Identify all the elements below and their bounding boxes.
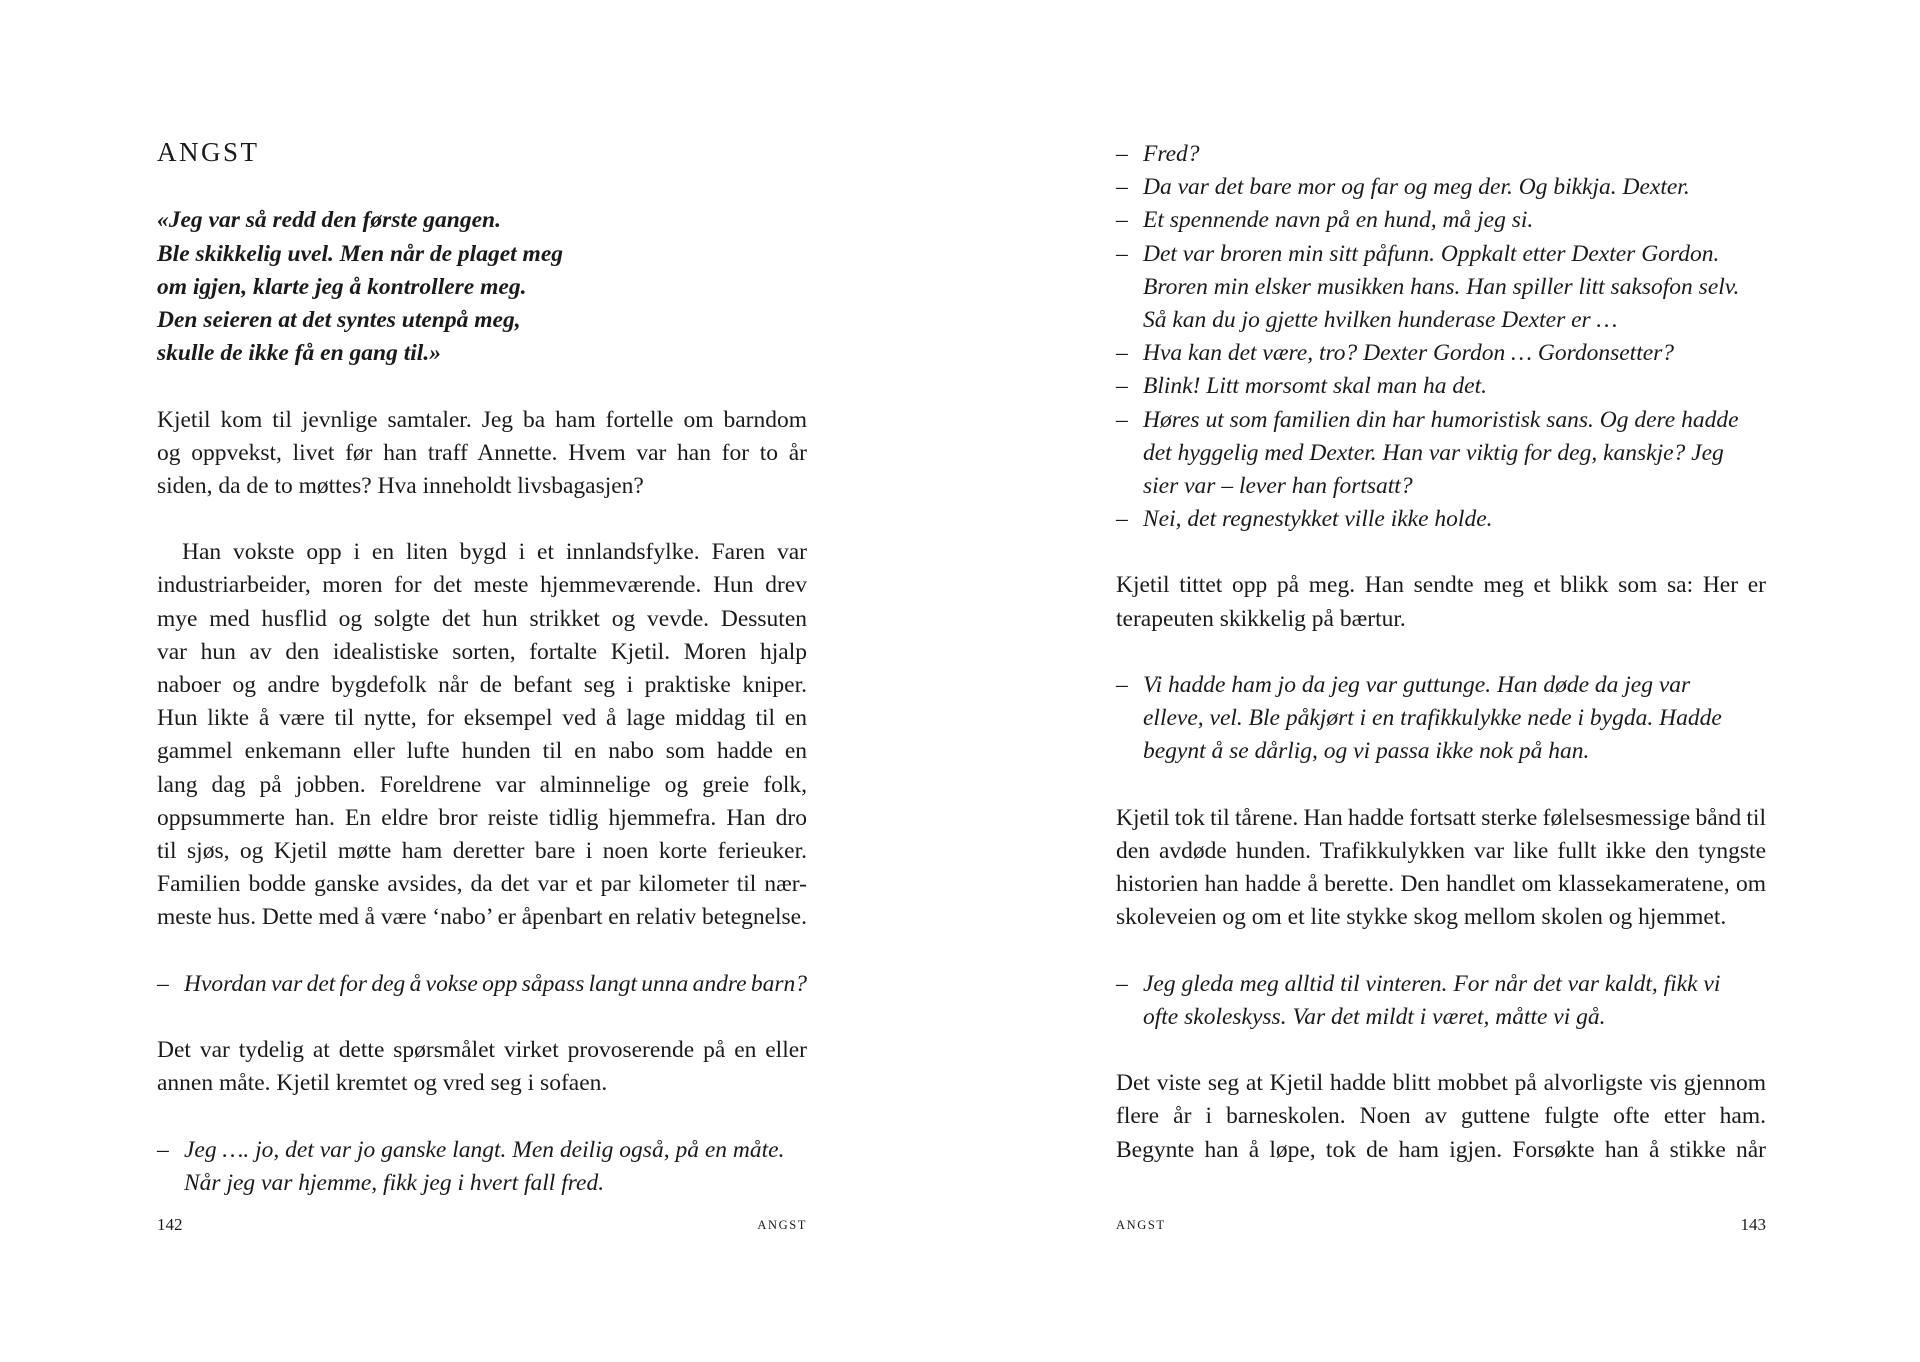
- dialogue-line: [1116, 238, 1766, 338]
- blank-line: [1116, 636, 1766, 669]
- text-line-content: annen måte. Kjetil kremtet og vred seg i sofaen.: [157, 1070, 608, 1097]
- quote-text: om igjen, klarte jeg å kontrollere meg.: [157, 273, 527, 300]
- text-line: [1116, 1134, 1766, 1167]
- dialogue-block: [157, 1134, 807, 1200]
- text-line: [1116, 802, 1766, 835]
- dash-mark: –: [1116, 373, 1128, 400]
- dialogue-text-line: [1116, 204, 1766, 237]
- text-line: [1116, 1100, 1766, 1133]
- dialogue-text: Nei, det regnestykket ville ikke holde.: [1143, 506, 1493, 533]
- text-line-content: Kjetil tok til tårene. Han hadde fortsatt sterke følelsesmessige bånd til: [1116, 804, 1766, 831]
- text-line-content: industriarbeider, moren for det meste hjemmeværende. Hun drev: [157, 572, 807, 599]
- blank-line: [157, 935, 807, 968]
- dialogue-text: Fred?: [1143, 141, 1200, 167]
- paragraph: [157, 404, 807, 504]
- dash-mark: –: [1116, 207, 1128, 234]
- dialogue-block: [1116, 669, 1766, 769]
- blank-line: [1116, 935, 1766, 968]
- quote-text: «Jeg var så redd den første gangen.: [157, 207, 501, 234]
- dialogue-text: ofte skoleskyss. Var det mildt i været, måtte vi gå.: [1143, 1003, 1606, 1030]
- text-line: [157, 901, 807, 934]
- text-line-content: terapeuten skikkelig på bærtur.: [1116, 605, 1406, 632]
- blank-line: [1116, 769, 1766, 802]
- quote-line: [157, 304, 807, 337]
- text-line-content: Han vokste opp i en liten bygd i et innlandsfylke. Faren var: [182, 539, 807, 566]
- dialogue-line: [1116, 171, 1766, 204]
- text-line-content: var hun av den idealistiske sorten, fortalte Kjetil. Moren hjalp: [157, 638, 807, 665]
- text-line: [157, 603, 807, 636]
- page-number: 142: [157, 1215, 183, 1234]
- quote-line: [157, 238, 807, 271]
- text-line: [157, 769, 807, 802]
- text-line: [157, 470, 807, 503]
- paragraph: [1116, 802, 1766, 935]
- blank-line: [157, 503, 807, 536]
- blank-line: [157, 1001, 807, 1034]
- dialogue-text-line: [1116, 702, 1766, 735]
- dialogue-line: [157, 1134, 807, 1200]
- text-line-content: og oppvekst, livet før han traff Annette. Hvem var han for to år: [157, 439, 807, 466]
- dialogue-text: elleve, vel. Ble påkjørt i en trafikkulykke nede i bygda. Hadde: [1143, 705, 1722, 732]
- text-line: [157, 636, 807, 669]
- text-line-content: den avdøde hunden. Trafikkulykken var like fullt ikke den tyngste: [1116, 837, 1766, 864]
- dash-mark: –: [1116, 340, 1128, 367]
- text-line-content: Kjetil kom til jevnlige samtaler. Jeg ba ham fortelle om barndom: [157, 406, 807, 433]
- dialogue-text-line: [1116, 437, 1766, 470]
- dialogue-text-line: [1116, 337, 1766, 370]
- dialogue-line: [1116, 503, 1766, 536]
- text-line-content: Kjetil tittet opp på meg. Han sendte meg et blikk som sa: Her er: [1116, 572, 1766, 599]
- quote-text: skulle de ikke få en gang til.»: [157, 340, 441, 367]
- text-line: [157, 735, 807, 768]
- text-line: [157, 669, 807, 702]
- dialogue-text-line: [1116, 138, 1766, 171]
- quote-text: Ble skikkelig uvel. Men når de plaget meg: [157, 240, 563, 267]
- dialogue-block: [1116, 968, 1766, 1034]
- paragraph: [157, 536, 807, 934]
- dash-mark: –: [1116, 672, 1128, 698]
- text-line-content: Det viste seg at Kjetil hadde blitt mobbet på alvorligste vis gjennom: [1116, 1070, 1766, 1097]
- left-footer: [157, 1212, 807, 1238]
- quote-text: Den seieren at det syntes utenpå meg,: [157, 306, 521, 333]
- dialogue-text-line: [157, 968, 807, 1001]
- text-line: [157, 868, 807, 901]
- left-page: [157, 0, 807, 1362]
- dash-mark: –: [1116, 174, 1128, 201]
- text-line: [1116, 1067, 1766, 1100]
- text-line: [1116, 901, 1766, 934]
- text-line-content: gammel enkemann eller lufte hunden til en nabo som hadde en: [157, 738, 807, 765]
- left-page-text: [157, 171, 807, 1200]
- page-number: 143: [1740, 1215, 1766, 1234]
- dialogue-text-line: [1116, 271, 1766, 304]
- paragraph: [1116, 1067, 1766, 1167]
- dialogue-text: Vi hadde ham jo da jeg var guttunge. Han døde da jeg var: [1143, 672, 1691, 698]
- dash-mark: –: [1116, 240, 1128, 267]
- dialogue-text-line: [1116, 1001, 1766, 1034]
- text-line: [157, 404, 807, 437]
- text-line-content: lang dag på jobben. Foreldrene var alminnelige og greie folk,: [157, 771, 807, 798]
- dialogue-text: begynt å se dårlig, og vi passa ikke nok på han.: [1143, 738, 1590, 765]
- dash-mark: –: [1116, 970, 1128, 997]
- dialogue-block: [1116, 138, 1766, 536]
- text-line: [1116, 603, 1766, 636]
- dialogue-text: Broren min elsker musikken hans. Han spiller litt saksofon selv.: [1143, 273, 1740, 300]
- dialogue-line: [1116, 337, 1766, 370]
- dialogue-text: Hva kan det være, tro? Dexter Gordon … Gordonsetter?: [1143, 340, 1675, 367]
- text-line: [157, 835, 807, 868]
- dialogue-text-line: [1116, 968, 1766, 1001]
- blank-line: [157, 370, 807, 403]
- text-line: [157, 437, 807, 470]
- dialogue-text: Høres ut som familien din har humoristisk sans. Og dere hadde: [1143, 406, 1739, 433]
- text-line-content: siden, da de to møttes? Hva inneholdt livsbagasjen?: [157, 472, 644, 499]
- dialogue-line: [1116, 138, 1766, 171]
- dialogue-text: Jeg …. jo, det var jo ganske langt. Men deilig også, på en måte.: [184, 1136, 785, 1163]
- dialogue-text-line: [1116, 370, 1766, 403]
- text-line-content: naboer og andre bygdefolk når de befant seg i praktiske kniper.: [157, 672, 807, 698]
- blank-line: [1116, 536, 1766, 569]
- dialogue-line: [1116, 669, 1766, 769]
- running-head: ANGST: [757, 1218, 807, 1232]
- dialogue-text: Et spennende navn på en hund, må jeg si.: [1143, 207, 1534, 234]
- dialogue-text-line: [157, 1134, 807, 1167]
- dialogue-text: Hvordan var det for deg å vokse opp såpass langt unna andre barn?: [184, 970, 807, 997]
- dialogue-block: [157, 968, 807, 1001]
- dialogue-text-line: [1116, 171, 1766, 204]
- quote-line: [157, 204, 807, 237]
- text-line: [1116, 835, 1766, 868]
- quote-line: [157, 271, 807, 304]
- dialogue-text: Blink! Litt morsomt skal man ha det.: [1143, 373, 1487, 400]
- dialogue-text: sier var – lever han fortsatt?: [1143, 472, 1413, 499]
- text-line-content: Det var tydelig at dette spørsmålet virket provoserende på en eller: [157, 1037, 807, 1064]
- text-line: [157, 536, 807, 569]
- text-line-content: oppsummerte han. En eldre bror reiste tidlig hjemmefra. Han dro: [157, 804, 807, 831]
- text-line-content: Familien bodde ganske avsides, da det var et par kilometer til nær-: [157, 871, 807, 898]
- dash-mark: –: [1116, 506, 1128, 533]
- text-line: [157, 702, 807, 735]
- paragraph: [1116, 569, 1766, 635]
- dialogue-text-line: [1116, 470, 1766, 503]
- text-line-content: Hun likte å være til nytte, for eksempel ved å lage middag til en: [157, 705, 807, 732]
- dialogue-text-line: [1116, 404, 1766, 437]
- text-line-content: til sjøs, og Kjetil møtte ham deretter bare i noen korte ferieuker.: [157, 837, 807, 864]
- text-line: [1116, 868, 1766, 901]
- blank-line: [1116, 1034, 1766, 1067]
- dialogue-text: Jeg gleda meg alltid til vinteren. For når det var kaldt, fikk vi: [1143, 970, 1721, 997]
- running-head: ANGST: [1116, 1218, 1166, 1232]
- dialogue-text-line: [1116, 735, 1766, 768]
- dash-mark: –: [1116, 406, 1128, 433]
- blank-line: [157, 1100, 807, 1133]
- text-line: [157, 1034, 807, 1067]
- text-line: [157, 1067, 807, 1100]
- dialogue-text: Når jeg var hjemme, fikk jeg i hvert fall fred.: [184, 1169, 605, 1196]
- blank-line: [157, 171, 807, 204]
- dash-mark: –: [1116, 141, 1128, 167]
- epigraph-quote: [157, 204, 807, 370]
- right-page-text: [1116, 138, 1766, 1167]
- text-line-content: historien han hadde å berette. Den handlet om klassekameratene, om: [1116, 871, 1766, 898]
- dialogue-text-line: [157, 1167, 807, 1200]
- dialogue-line: [1116, 204, 1766, 237]
- dash-mark: –: [157, 1136, 169, 1163]
- right-page: [1116, 0, 1766, 1362]
- right-footer: [1116, 1212, 1766, 1238]
- dialogue-text: Da var det bare mor og far og meg der. Og bikkja. Dexter.: [1143, 174, 1690, 201]
- text-line: [157, 802, 807, 835]
- dialogue-text: Så kan du jo gjette hvilken hunderase Dexter er …: [1143, 306, 1618, 333]
- dialogue-text-line: [1116, 304, 1766, 337]
- dialogue-text-line: [1116, 669, 1766, 702]
- dialogue-text: Det var broren min sitt påfunn. Oppkalt etter Dexter Gordon.: [1143, 240, 1720, 267]
- text-line-content: mye med husflid og solgte det hun strikket og vevde. Dessuten: [157, 605, 807, 632]
- text-line-content: skoleveien og om et lite stykke skog mellom skolen og hjemmet.: [1116, 904, 1727, 931]
- text-line: [157, 569, 807, 602]
- dialogue-line: [1116, 968, 1766, 1034]
- text-line-content: Begynte han å løpe, tok de ham igjen. Forsøkte han å stikke når: [1116, 1136, 1766, 1163]
- dialogue-text-line: [1116, 238, 1766, 271]
- paragraph: [157, 1034, 807, 1100]
- dialogue-line: [1116, 370, 1766, 403]
- dialogue-text: det hyggelig med Dexter. Han var viktig for deg, kanskje? Jeg: [1143, 439, 1724, 466]
- quote-line: [157, 337, 807, 370]
- dialogue-line: [1116, 404, 1766, 504]
- dialogue-text-line: [1116, 503, 1766, 536]
- chapter-title: ANGST: [157, 137, 260, 167]
- dialogue-line: [157, 968, 807, 1001]
- text-line-content: flere år i barneskolen. Noen av guttene fulgte ofte etter ham.: [1116, 1103, 1766, 1130]
- text-line-content: meste hus. Dette med å være ‘nabo’ er åpenbart en relativ betegnelse.: [157, 904, 807, 931]
- text-line: [1116, 569, 1766, 602]
- dash-mark: –: [157, 970, 169, 997]
